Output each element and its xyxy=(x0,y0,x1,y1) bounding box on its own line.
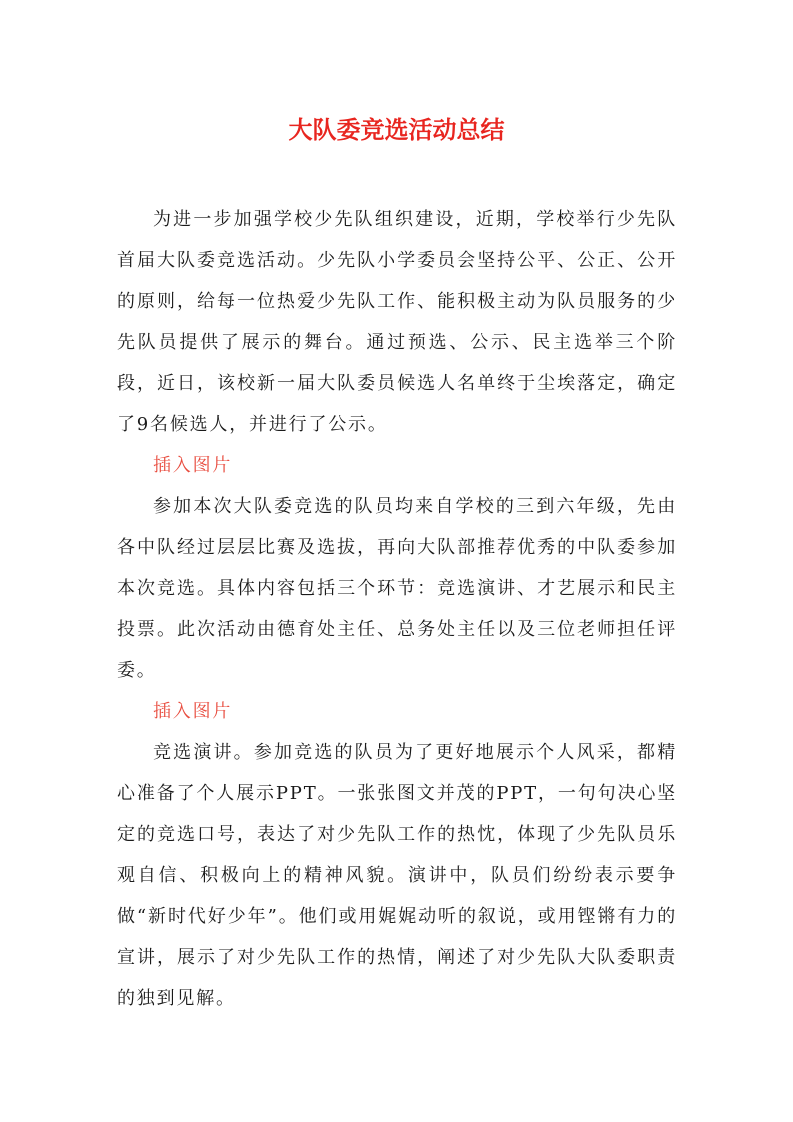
image-placeholder-2: 插入图片 xyxy=(153,701,233,722)
document-body xyxy=(117,199,677,1019)
document-title: 大队委竞选活动总结 xyxy=(288,116,505,144)
paragraph-speech: 竞选演讲。参加竞选的队员为了更好地展示个人风采，都精心准备了个人展示PPT。一张张图文并茂的PPT，一句句决心坚定的竞选口号，表达了对少先队工作的热忱，体现了少先队员乐观自信、积极向上的精神风貌。演讲中，队员们纷纷表示要争做“新时代好少年”。他们或用娓娓动听的叙说，或用铿锵有力的宣讲，展示了对少先队工作的热情，阐述了对少先队大队委职责的独到见解。 xyxy=(117,742,677,1009)
image-placeholder-1: 插入图片 xyxy=(153,455,233,476)
paragraph-intro: 为进一步加强学校少先队组织建设，近期，学校举行少先队首届大队委竞选活动。少先队小学委员会坚持公平、公正、公开的原则，给每一位热爱少先队工作、能积极主动为队员服务的少先队员提供了展示的舞台。通过预选、公示、民主选举三个阶段，近日，该校新一届大队委员候选人名单终于尘埃落定，确定了9名候选人，并进行了公示。 xyxy=(117,209,677,435)
paragraph-participants: 参加本次大队委竞选的队员均来自学校的三到六年级，先由各中队经过层层比赛及选拔，再向大队部推荐优秀的中队委参加本次竞选。具体内容包括三个环节：竞选演讲、才艺展示和民主投票。此次活动由德育处主任、总务处主任以及三位老师担任评委。 xyxy=(117,496,677,681)
